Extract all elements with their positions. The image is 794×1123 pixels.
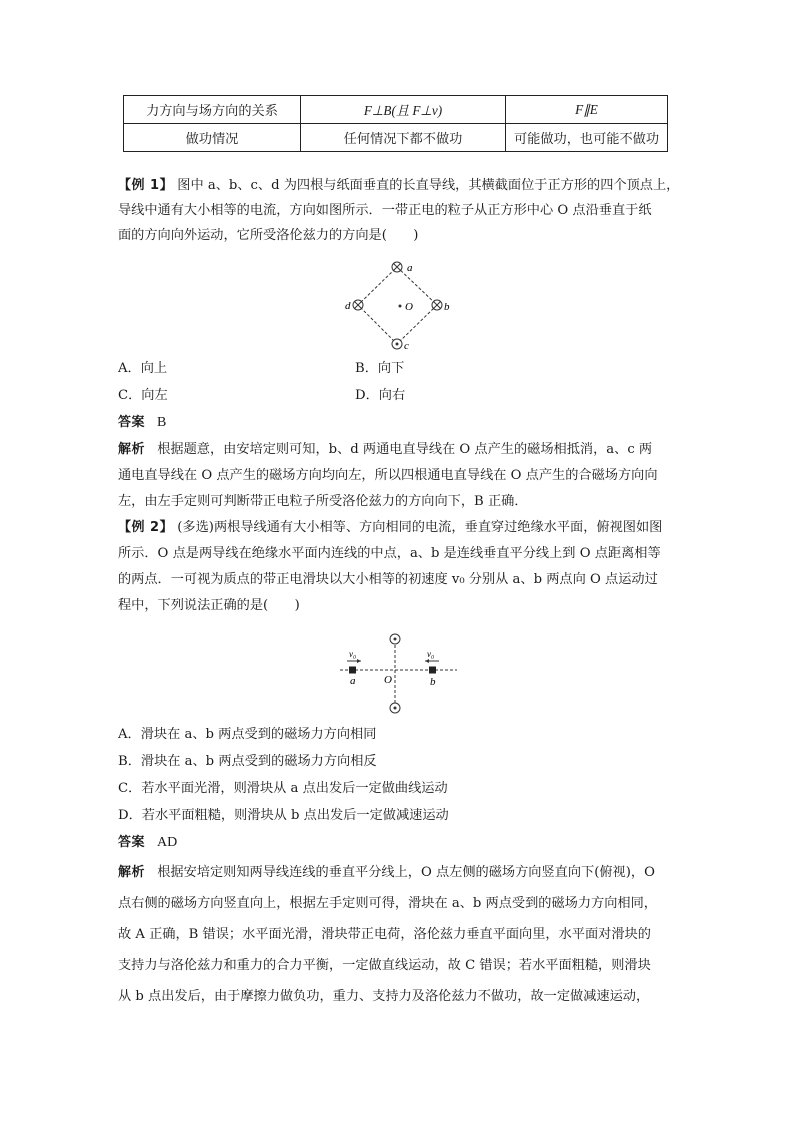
- wire-b-into-icon: [432, 300, 442, 310]
- center-point: [399, 305, 402, 308]
- slider-block-b: [429, 667, 436, 674]
- ex2-option-b: B．滑块在 a、b 两点受到的磁场力方向相反: [118, 754, 377, 769]
- ex2-question-line: 的两点．一可视为质点的带正电滑块以大小相等的初速度 v₀ 分别从 a、b 两点向 O 点运动过: [118, 572, 658, 587]
- label-v0-right: v₀: [427, 649, 435, 659]
- label-d: d: [345, 300, 351, 312]
- ex1-option-b: B．向下: [355, 361, 405, 376]
- table-cell: 做功情况: [124, 124, 301, 152]
- label-v0-left: v₀: [349, 649, 357, 659]
- table-cell: 力方向与场方向的关系: [124, 96, 301, 124]
- analysis-label: 解析: [118, 865, 146, 880]
- table-cell: F⊥B(且 F⊥v): [301, 96, 506, 124]
- ex2-option-d: D．若水平面粗糙，则滑块从 b 点出发后一定做减速运动: [118, 808, 449, 823]
- wire-a-into-icon: [392, 262, 402, 272]
- ex2-answer: [118, 833, 177, 853]
- label-a: a: [407, 262, 413, 274]
- label-c: c: [404, 340, 409, 352]
- ex1-option-c: C．向左: [118, 388, 168, 403]
- ex1-tag: 【例 1】: [118, 178, 174, 193]
- wire-c-out-icon: [392, 339, 402, 349]
- arrowhead-icon: [357, 659, 361, 663]
- ex1-analysis-line: [118, 440, 652, 460]
- ex2-analysis-line: [118, 863, 655, 883]
- ex2-tag: 【例 2】: [118, 520, 174, 535]
- analysis-label: 解析: [118, 442, 146, 457]
- ex2-analysis-line: 从 b 点出发后，由于摩擦力做负功，重力、支持力及洛伦兹力不做功，故一定做减速运动，: [118, 989, 650, 1004]
- label-b: b: [430, 676, 436, 688]
- square-outline: [358, 267, 437, 344]
- ex2-question-line: 所示．O 点是两导线在绝缘水平面内连线的中点，a、b 是连线垂直平分线上到 O 点距离相等: [118, 546, 661, 561]
- ex1-analysis-line: 通电直导线在 O 点产生的磁场方向均向左，所以四根通电直导线在 O 点产生的合磁场方向向: [118, 468, 658, 483]
- answer-label: 答案: [118, 835, 146, 850]
- table-row: [124, 124, 668, 152]
- wire-top-out-icon: [390, 634, 400, 644]
- ex2-question-text: (多选)两根导线通有大小相等、方向相同的电流，垂直穿过绝缘水平面，俯视图如图: [177, 520, 663, 535]
- table-cell: F∥E: [506, 96, 668, 124]
- ex2-analysis-line: 支持力与洛伦兹力和重力的合力平衡，一定做直线运动，故 C 错误；若水平面粗糙，则滑块: [118, 958, 651, 973]
- ex2-analysis-text: 根据安培定则知两导线连线的垂直平分线上，O 点左侧的磁场方向竖直向下(俯视)，O: [157, 865, 655, 880]
- ex1-question-text: 图中 a、b、c、d 为四根与纸面垂直的长直导线，其横截面位于正方形的四个顶点上，: [177, 178, 680, 193]
- ex2-option-c: C．若水平面光滑，则滑块从 a 点出发后一定做曲线运动: [118, 781, 448, 796]
- wire-d-into-icon: [353, 300, 363, 310]
- ex1-option-a: A．向上: [118, 361, 168, 376]
- ex2-question-line: [118, 518, 662, 538]
- comparison-table: [123, 95, 668, 152]
- ex1-answer: [118, 413, 166, 433]
- table-cell: 可能做功，也可能不做功: [506, 124, 668, 152]
- ex1-question-line: 导线中通有大小相等的电流，方向如图所示．一带正电的粒子从正方形中心 O 点沿垂直于纸: [118, 203, 652, 218]
- ex1-analysis-line: 左，由左手定则可判断带正电粒子所受洛伦兹力的方向向下，B 正确．: [118, 494, 528, 509]
- ex1-question-line: [118, 176, 679, 196]
- arrowhead-icon: [425, 659, 429, 663]
- ex2-analysis-line: 故 A 正确，B 错误；水平面光滑，滑块带正电荷，洛伦兹力垂直平面向里，水平面对滑块的: [118, 927, 651, 942]
- label-O: O: [405, 301, 413, 313]
- ex2-wires-figure: [335, 628, 465, 720]
- label-b: b: [444, 301, 450, 313]
- ex2-option-a: A．滑块在 a、b 两点受到的磁场力方向相同: [118, 727, 377, 742]
- answer-value: AD: [157, 835, 178, 850]
- ex1-question-line: 面的方向向外运动，它所受洛伦兹力的方向是( ): [118, 228, 419, 243]
- wire-bottom-out-icon: [390, 703, 400, 713]
- label-O: O: [384, 674, 392, 686]
- slider-block-a: [349, 667, 356, 674]
- answer-label: 答案: [118, 415, 146, 430]
- ex2-question-line: 程中，下列说法正确的是( ): [118, 598, 300, 613]
- ex1-square-figure: [330, 255, 460, 355]
- ex1-analysis-text: 根据题意，由安培定则可知，b、d 两通电直导线在 O 点产生的磁场相抵消，a、c 两: [157, 442, 653, 457]
- label-a: a: [350, 675, 356, 687]
- table-row: [124, 96, 668, 124]
- answer-value: B: [157, 415, 167, 430]
- ex2-analysis-line: 点右侧的磁场方向竖直向上，根据左手定则可得，滑块在 a、b 两点受到的磁场力方向相同，: [118, 896, 657, 911]
- table-cell: 任何情况下都不做功: [301, 124, 506, 152]
- ex1-option-d: D．向右: [355, 388, 406, 403]
